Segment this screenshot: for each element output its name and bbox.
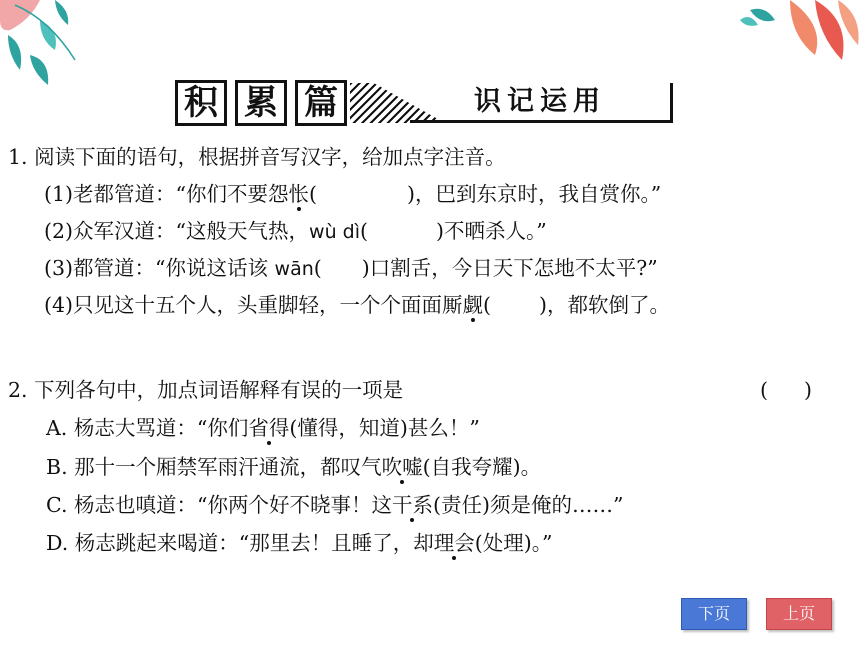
section-banner [175, 80, 673, 130]
q1-item-2 [44, 216, 547, 247]
q1-item-3-open: ( [313, 256, 322, 280]
banner-char-3: 篇 [295, 80, 347, 126]
q1-item-1-dotted: 怅 [288, 182, 310, 206]
q2-option-d [46, 528, 552, 558]
q2-option-b-post: (自我夸耀)。 [422, 455, 542, 479]
q2-answer-paren[interactable] [760, 375, 812, 405]
q1-item-3-post: )口割舌，今日天下怎地不太平?” [361, 256, 658, 280]
q2-option-c-post: (责任)须是俺的……” [432, 493, 624, 517]
q2-option-b [46, 452, 541, 482]
q2-option-d-post: (处理)。” [474, 531, 553, 555]
q1-item-4-pre: (4)只见这十五个人，头重脚轻，一个个面面厮 [44, 293, 463, 317]
q1-item-2-pre: (2)众军汉道：“这般天气热， [44, 219, 310, 243]
q1-stem: 1. 阅读下面的语句，根据拼音写汉字，给加点字注音。 [8, 145, 506, 169]
q2-answer-open: ( [760, 378, 768, 402]
q2-option-c-pre: C. 杨志也嗔道：“你两个好不晓事！这 [46, 493, 392, 517]
q1-item-3 [44, 253, 658, 284]
q2-option-c [46, 490, 623, 520]
q1-item-4-dotted: 觑 [462, 293, 484, 317]
q2-option-d-dotted: 理会 [433, 531, 475, 555]
q2-option-a [46, 413, 480, 443]
q1-item-3-pre: (3)都管道：“你说这话该 [44, 256, 275, 280]
q2-option-a-dotted: 省得 [248, 416, 290, 440]
q2-option-a-post: (懂得，知道)甚么！” [289, 416, 480, 440]
leaf-decoration-top-left [0, 0, 90, 95]
q1-item-4-open: ( [483, 293, 492, 317]
q1-item-2-pinyin: wù dì [309, 221, 360, 243]
next-page-button[interactable]: 下页 [681, 598, 747, 630]
q1-item-1-pre: (1)老都管道：“你们不要怨 [44, 182, 289, 206]
banner-char-1: 积 [175, 80, 227, 126]
q1-item-1 [44, 179, 661, 209]
q2-option-b-dotted: 吹嘘 [381, 455, 423, 479]
q1-item-2-open: ( [360, 219, 368, 243]
q2-answer-close: ) [804, 378, 812, 402]
prev-page-button[interactable]: 上页 [766, 598, 832, 630]
q2-option-c-dotted: 干系 [391, 493, 433, 517]
q1-item-3-pinyin: wān [274, 258, 314, 280]
q1-item-4 [44, 290, 670, 320]
q2-option-d-pre: D. 杨志跳起来喝道：“那里去！且睡了，却 [46, 531, 434, 555]
q1-item-1-post: )，巴到东京时，我自赏你。” [407, 182, 662, 206]
q1-item-2-post: )不晒杀人。” [436, 219, 547, 243]
q2-option-a-pre: A. 杨志大骂道：“你们 [46, 416, 249, 440]
q2-option-b-pre: B. 那十一个厢禁军雨汗通流，都叹气 [46, 455, 382, 479]
q2-stem: 2. 下列各句中，加点词语解释有误的一项是 [8, 378, 404, 402]
q1-item-1-open: ( [309, 182, 318, 206]
q1-item-4-post: )，都软倒了。 [539, 293, 671, 317]
banner-subtitle: 识记运用 [410, 83, 673, 123]
banner-char-2: 累 [235, 80, 287, 126]
leaf-decoration-top-right [730, 0, 860, 70]
